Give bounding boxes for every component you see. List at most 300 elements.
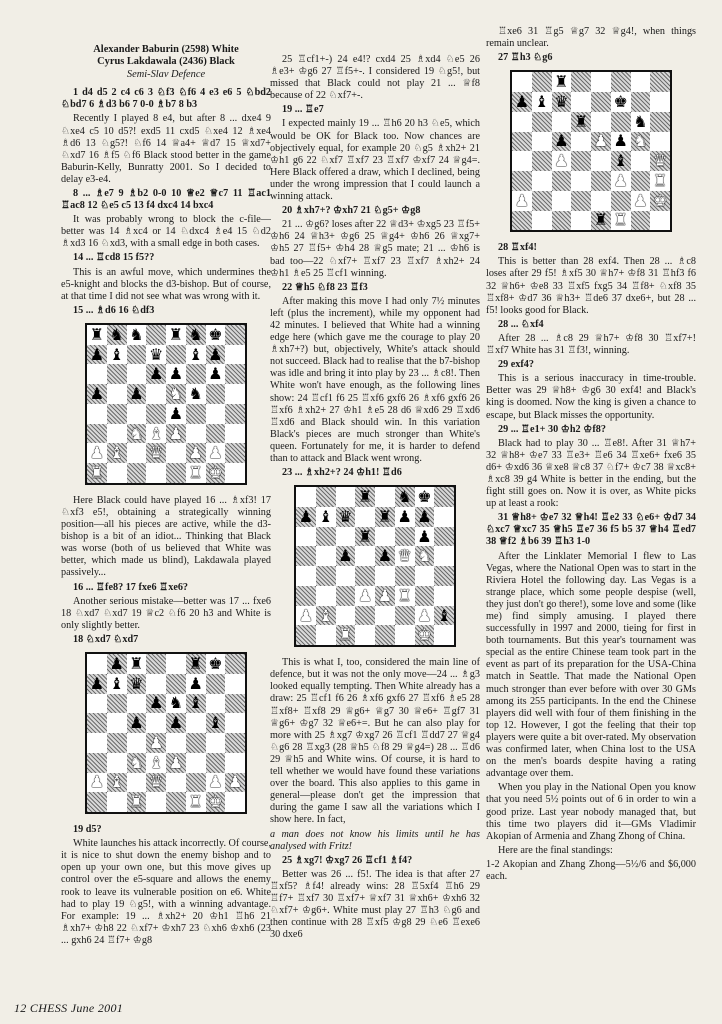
board-square bbox=[631, 211, 651, 231]
board-square bbox=[296, 566, 316, 586]
board-square bbox=[87, 694, 107, 714]
board-square bbox=[186, 733, 206, 753]
board-square bbox=[225, 404, 245, 424]
black-knight-icon: ♞ bbox=[633, 111, 648, 131]
board-square bbox=[87, 674, 107, 694]
white-knight-icon: ♞ bbox=[168, 384, 184, 404]
chess-diagram-4 bbox=[510, 70, 672, 232]
board-square bbox=[336, 527, 356, 547]
board-square bbox=[107, 424, 127, 444]
board-square bbox=[146, 404, 166, 424]
white-pawn-icon: ♟ bbox=[554, 151, 569, 171]
board-square bbox=[87, 792, 107, 812]
board-square bbox=[107, 753, 127, 773]
board-square bbox=[375, 625, 395, 645]
col1-text bbox=[61, 87, 271, 317]
commentary-paragraph: Here Black could have played 16 ... ♗xf3! 17 ♘xf3 e5!, obtaining a strategically winning position—all his pieces are active, while the d3-bishop is a bit of an idiot... Thinking that Black was worse (both of us believed that White was better, which made us blind), Lakdawala played passively... bbox=[61, 494, 271, 579]
commentary-paragraph: Black had to play 30 ... ♖e8!. After 31 ♕h7+ 32 ♕h8+ ♔e7 33 ♖e3+ ♖e6 34 ♖xe6+ fxe6 35 d6+ ♔xd6 36 ♕xe8 ♕c8 37 ♘f7+ ♔c7 38 ♕xc8+ ♗xc8 39 g4 White is better in the ending, but the fight still goes on. Now it is over, as White picks up at least a rook: bbox=[486, 437, 696, 510]
col2-text-b bbox=[270, 657, 480, 941]
board-square bbox=[375, 507, 395, 527]
black-pawn-icon: ♟ bbox=[188, 673, 203, 693]
board-square bbox=[532, 92, 552, 112]
white-rook-icon: ♜ bbox=[613, 210, 628, 230]
board-square bbox=[375, 546, 395, 566]
move-line: 28 ... ♘xf4 bbox=[498, 318, 544, 330]
board-square bbox=[206, 443, 226, 463]
board-square bbox=[532, 191, 552, 211]
board-square bbox=[395, 625, 415, 645]
black-pawn-icon: ♟ bbox=[168, 403, 184, 423]
board-square bbox=[186, 694, 206, 714]
board-square bbox=[225, 713, 245, 733]
black-bishop-icon: ♝ bbox=[318, 506, 333, 526]
black-pawn-icon: ♟ bbox=[89, 384, 105, 404]
black-queen-icon: ♛ bbox=[554, 91, 569, 111]
white-rook-icon: ♜ bbox=[188, 463, 203, 483]
black-knight-icon: ♞ bbox=[397, 487, 412, 507]
white-pawn-icon: ♟ bbox=[89, 772, 105, 792]
board-square bbox=[225, 443, 245, 463]
board-square bbox=[186, 674, 206, 694]
black-pawn-icon: ♟ bbox=[89, 344, 105, 364]
black-rook-icon: ♜ bbox=[129, 653, 144, 673]
black-pawn-icon: ♟ bbox=[377, 546, 393, 566]
board-square bbox=[107, 404, 127, 424]
white-king-icon: ♚ bbox=[208, 792, 223, 812]
black-rook-icon: ♜ bbox=[188, 653, 203, 673]
white-pawn-icon: ♟ bbox=[168, 752, 184, 772]
board-square bbox=[166, 674, 186, 694]
commentary-paragraph: I expected mainly 19 ... ♖h6 20 h3 ♘e5, which would be OK for Black too. Now chances are objectively equal, for example 20 ♘g5 ♗xh2+ 21 ♔h1 g6 22 ♘xf7 ♖xf7 23 ♖xf7 ♔xf7 24 ♕g4=. Here Black offered a draw, which I declined, being under the wrong impression that I could launch a winning attack. bbox=[270, 118, 480, 203]
black-rook-icon: ♜ bbox=[554, 72, 569, 92]
black-queen-icon: ♛ bbox=[338, 506, 353, 526]
board-square bbox=[186, 713, 206, 733]
board-square bbox=[532, 211, 552, 231]
board-square bbox=[166, 773, 186, 793]
white-pawn-icon: ♟ bbox=[208, 772, 223, 792]
board-square bbox=[127, 773, 147, 793]
board-square bbox=[186, 325, 206, 345]
move-line: 19 d5? bbox=[73, 824, 102, 836]
board-square bbox=[206, 404, 226, 424]
white-pawn-icon: ♟ bbox=[89, 443, 105, 463]
move-line: 29 ... ♖e1+ 30 ♔h2 ♔f8? bbox=[498, 423, 606, 435]
board-square bbox=[206, 463, 226, 483]
black-rook-icon: ♜ bbox=[168, 324, 184, 344]
board-square bbox=[552, 151, 572, 171]
board-square bbox=[166, 733, 186, 753]
board-square bbox=[107, 694, 127, 714]
board-square bbox=[146, 733, 166, 753]
black-rook-icon: ♜ bbox=[593, 210, 609, 230]
board-square bbox=[296, 625, 316, 645]
white-pawn-icon: ♟ bbox=[613, 170, 628, 190]
board-square bbox=[316, 507, 336, 527]
board-square bbox=[186, 345, 206, 365]
white-pawn-icon: ♟ bbox=[227, 772, 243, 792]
board-square bbox=[127, 463, 147, 483]
board-square bbox=[552, 171, 572, 191]
board-square bbox=[512, 132, 532, 152]
black-knight-icon: ♞ bbox=[129, 324, 144, 344]
board-square bbox=[316, 527, 336, 547]
chess-diagram-3 bbox=[294, 485, 456, 647]
board-square bbox=[146, 325, 166, 345]
board-square bbox=[296, 487, 316, 507]
black-bishop-icon: ♝ bbox=[436, 605, 452, 625]
board-square bbox=[206, 384, 226, 404]
white-player: Alexander Baburin (2598) White bbox=[93, 44, 239, 55]
move-line: 20 ♗xh7+? ♔xh7 21 ♘g5+ ♔g8 bbox=[282, 205, 421, 217]
board-square bbox=[225, 424, 245, 444]
board-square bbox=[127, 424, 147, 444]
move-line: 25 ♗xg7! ♔xg7 26 ♖cf1 ♗f4? bbox=[282, 854, 413, 866]
board-square bbox=[316, 586, 336, 606]
board-square bbox=[611, 191, 631, 211]
board-square bbox=[206, 345, 226, 365]
board-square bbox=[611, 132, 631, 152]
board-square bbox=[107, 384, 127, 404]
opening-name: Semi-Slav Defence bbox=[126, 68, 206, 80]
board-square bbox=[127, 364, 147, 384]
commentary-paragraph: Another serious mistake—better was 17 ... fxe6 18 ♘xd7 ♘xd7 19 ♕c2 ♘f6 20 h3 and White is only slightly better. bbox=[61, 595, 271, 631]
board-square bbox=[434, 527, 454, 547]
col3-text-b bbox=[486, 242, 696, 883]
col2-text bbox=[270, 54, 480, 479]
board-square bbox=[166, 384, 186, 404]
board-square bbox=[571, 132, 591, 152]
board-square bbox=[127, 654, 147, 674]
board-square bbox=[225, 463, 245, 483]
move-line: 28 ♖xf4! bbox=[498, 242, 537, 254]
board-square bbox=[225, 345, 245, 365]
board-square bbox=[87, 713, 107, 733]
board-square bbox=[532, 132, 552, 152]
move-line: 19 ... ♖e7 bbox=[282, 104, 324, 116]
board-square bbox=[146, 773, 166, 793]
board-square bbox=[225, 674, 245, 694]
board-square bbox=[146, 694, 166, 714]
board-square bbox=[415, 606, 435, 626]
board-square bbox=[186, 364, 206, 384]
board-square bbox=[355, 546, 375, 566]
board-square bbox=[631, 132, 651, 152]
board-square bbox=[166, 654, 186, 674]
board-square bbox=[355, 566, 375, 586]
white-queen-icon: ♛ bbox=[148, 443, 164, 463]
board-square bbox=[146, 364, 166, 384]
board-square bbox=[395, 586, 415, 606]
white-bishop-icon: ♝ bbox=[109, 772, 124, 792]
board-square bbox=[206, 773, 226, 793]
board-square bbox=[146, 654, 166, 674]
commentary-paragraph: 25 ♖cf1+-) 24 e4!? cxd4 25 ♗xd4 ♘e5 26 ♗e3+ ♔g6 27 ♖f5+-. I considered 19 ♘g5!, but missed that Black could not play 21 ... ♕f8 because of 22 ♘xf7+-. bbox=[270, 54, 480, 102]
board-square bbox=[87, 773, 107, 793]
board-square bbox=[206, 674, 226, 694]
white-pawn-icon: ♟ bbox=[377, 585, 393, 605]
white-rook-icon: ♜ bbox=[397, 585, 412, 605]
black-pawn-icon: ♟ bbox=[109, 653, 124, 673]
white-knight-icon: ♞ bbox=[129, 752, 144, 772]
board-square bbox=[146, 753, 166, 773]
board-square bbox=[87, 345, 107, 365]
board-square bbox=[166, 443, 186, 463]
board-square bbox=[532, 151, 552, 171]
board-square bbox=[571, 171, 591, 191]
board-square bbox=[571, 191, 591, 211]
board-square bbox=[146, 443, 166, 463]
board-square bbox=[571, 72, 591, 92]
board-square bbox=[107, 733, 127, 753]
board-square bbox=[336, 507, 356, 527]
board-square bbox=[225, 773, 245, 793]
black-rook-icon: ♜ bbox=[357, 526, 373, 546]
board-square bbox=[87, 424, 107, 444]
board-square bbox=[591, 211, 611, 231]
board-square bbox=[127, 753, 147, 773]
board-square bbox=[650, 132, 670, 152]
white-king-icon: ♚ bbox=[652, 190, 668, 210]
board-square bbox=[571, 151, 591, 171]
board-square bbox=[375, 487, 395, 507]
commentary-paragraph: ♖xe6 31 ♖g5 ♕g7 32 ♕g4!, when things remain unclear. bbox=[486, 26, 696, 50]
board-square bbox=[225, 792, 245, 812]
board-square bbox=[107, 463, 127, 483]
board-square bbox=[127, 404, 147, 424]
white-king-icon: ♚ bbox=[417, 625, 432, 645]
white-pawn-icon: ♟ bbox=[188, 443, 203, 463]
white-pawn-icon: ♟ bbox=[208, 443, 223, 463]
board-square bbox=[166, 364, 186, 384]
black-pawn-icon: ♟ bbox=[613, 131, 628, 151]
game-header bbox=[61, 44, 271, 81]
board-square bbox=[206, 753, 226, 773]
column-1 bbox=[61, 44, 271, 949]
board-square bbox=[355, 527, 375, 547]
black-bishop-icon: ♝ bbox=[613, 151, 628, 171]
white-knight-icon: ♞ bbox=[633, 131, 648, 151]
board-square bbox=[127, 674, 147, 694]
black-knight-icon: ♞ bbox=[168, 693, 184, 713]
board-square bbox=[415, 527, 435, 547]
black-bishop-icon: ♝ bbox=[208, 713, 223, 733]
board-square bbox=[552, 72, 572, 92]
white-bishop-icon: ♝ bbox=[318, 605, 333, 625]
board-square bbox=[591, 112, 611, 132]
white-bishop-icon: ♝ bbox=[109, 443, 124, 463]
board-square bbox=[611, 171, 631, 191]
commentary-paragraph: After 28 ... ♗c8 29 ♕h7+ ♔f8 30 ♖xf7+! ♖xf7 White has 31 ♖f3!, winning. bbox=[486, 332, 696, 357]
black-pawn-icon: ♟ bbox=[129, 384, 144, 404]
board-square bbox=[127, 733, 147, 753]
board-square bbox=[206, 654, 226, 674]
white-knight-icon: ♞ bbox=[417, 546, 432, 566]
board-square bbox=[166, 463, 186, 483]
black-king-icon: ♚ bbox=[613, 91, 628, 111]
board-square bbox=[127, 713, 147, 733]
board-square bbox=[316, 487, 336, 507]
board-square bbox=[107, 325, 127, 345]
board-square bbox=[650, 72, 670, 92]
black-rook-icon: ♜ bbox=[89, 324, 105, 344]
board-square bbox=[591, 132, 611, 152]
board-square bbox=[186, 773, 206, 793]
board-square bbox=[375, 606, 395, 626]
white-rook-icon: ♜ bbox=[188, 792, 203, 812]
board-square bbox=[355, 625, 375, 645]
board-square bbox=[512, 151, 532, 171]
board-square bbox=[395, 546, 415, 566]
commentary-paragraph: This is better than 28 exf4. Then 28 ... ♗c8 loses after 29 f5! ♗xf5 30 ♕h7+ ♔f8 31 ♖hf3 f6 32 ♕h6+ ♔e8 33 ♖xf5 fxg5 34 ♖f8+ ♘xf8 35 ♖xf8+ ♔d7 36 ♕h3+ ♖de6 37 dxe6+, but 28 ... f5! looks good for Black. bbox=[486, 256, 696, 316]
board-square bbox=[166, 753, 186, 773]
board-square bbox=[375, 527, 395, 547]
board-square bbox=[225, 364, 245, 384]
board-square bbox=[296, 546, 316, 566]
move-line: 1 d4 d5 2 c4 c6 3 ♘f3 ♘f6 4 e3 e6 5 ♘bd2 ♘bd7 6 ♗d3 b6 7 0-0 ♗b7 8 b3 bbox=[61, 87, 271, 111]
white-pawn-icon: ♟ bbox=[357, 585, 373, 605]
board-square bbox=[336, 487, 356, 507]
board-square bbox=[434, 566, 454, 586]
board-square bbox=[316, 566, 336, 586]
board-square bbox=[571, 92, 591, 112]
black-queen-icon: ♛ bbox=[148, 344, 164, 364]
black-bishop-icon: ♝ bbox=[109, 673, 124, 693]
board-square bbox=[650, 92, 670, 112]
commentary-paragraph: This is a serious inaccuracy in time-trouble. Better was 29 ♕h8+ ♔g6 30 exf4! and Black's king is doomed. Now the king is given a chance to escape, but Black misses the opportunity. bbox=[486, 373, 696, 421]
board-square bbox=[631, 191, 651, 211]
board-square bbox=[591, 191, 611, 211]
board-square bbox=[87, 384, 107, 404]
board-square bbox=[127, 694, 147, 714]
board-square bbox=[296, 606, 316, 626]
black-rook-icon: ♜ bbox=[357, 487, 373, 507]
board-square bbox=[166, 345, 186, 365]
black-pawn-icon: ♟ bbox=[208, 344, 223, 364]
board-square bbox=[296, 586, 316, 606]
board-square bbox=[87, 733, 107, 753]
board-square bbox=[146, 424, 166, 444]
board-square bbox=[206, 325, 226, 345]
white-knight-icon: ♞ bbox=[129, 423, 144, 443]
black-pawn-icon: ♟ bbox=[397, 506, 412, 526]
board-square bbox=[631, 72, 651, 92]
board-square bbox=[552, 132, 572, 152]
board-square bbox=[591, 92, 611, 112]
black-knight-icon: ♞ bbox=[188, 324, 203, 344]
board-square bbox=[206, 694, 226, 714]
board-square bbox=[146, 384, 166, 404]
board-square bbox=[650, 191, 670, 211]
white-queen-icon: ♛ bbox=[397, 546, 412, 566]
board-square bbox=[225, 694, 245, 714]
move-line: 22 ♕h5 ♘f8 23 ♖f3 bbox=[282, 281, 368, 293]
white-bishop-icon: ♝ bbox=[148, 752, 164, 772]
move-line: 14 ... ♖cd8 15 f5?? bbox=[73, 252, 155, 264]
board-square bbox=[107, 773, 127, 793]
black-pawn-icon: ♟ bbox=[129, 713, 144, 733]
white-rook-icon: ♜ bbox=[89, 463, 105, 483]
board-square bbox=[107, 674, 127, 694]
board-square bbox=[166, 424, 186, 444]
board-square bbox=[87, 325, 107, 345]
board-square bbox=[611, 211, 631, 231]
board-square bbox=[512, 92, 532, 112]
chess-diagram-2 bbox=[85, 652, 247, 814]
board-square bbox=[434, 625, 454, 645]
board-square bbox=[591, 171, 611, 191]
black-pawn-icon: ♟ bbox=[514, 91, 530, 111]
commentary-paragraph: This is an awful move, which undermines the e5-knight and blocks the d3-bishop. But of course, at that time I did not see what was wrong with it. bbox=[61, 266, 271, 302]
board-square bbox=[650, 211, 670, 231]
column-3 bbox=[486, 26, 696, 885]
board-square bbox=[631, 92, 651, 112]
white-pawn-icon: ♟ bbox=[514, 190, 530, 210]
board-square bbox=[611, 92, 631, 112]
standings-line: 1-2 Akopian and Zhang Zhong—5½/6 and $6,000 each. bbox=[486, 858, 696, 882]
commentary-paragraph: Recently I played 8 e4, but after 8 ... dxe4 9 ♘xe4 c5 10 d5?! exd5 11 cxd5 ♘xe4 12 ♗xe4 ♗d6 13 ♘g5?! ♘f6 14 ♕a4+ ♕d7 15 ♕xd7+ ♘xd7 16 ♗f5 ♘f6 Black stood better in the game Baburin-Kelly, Bunratty 2001. So I decided to delay e3-e4. bbox=[61, 113, 271, 185]
board-square bbox=[206, 792, 226, 812]
board-square bbox=[146, 345, 166, 365]
board-square bbox=[434, 606, 454, 626]
board-square bbox=[87, 364, 107, 384]
black-king-icon: ♚ bbox=[208, 653, 223, 673]
board-square bbox=[107, 364, 127, 384]
board-square bbox=[186, 792, 206, 812]
board-square bbox=[296, 527, 316, 547]
move-line: 29 exf4? bbox=[498, 359, 534, 371]
board-square bbox=[206, 364, 226, 384]
move-line: 23 ... ♗xh2+? 24 ♔h1! ♖d6 bbox=[282, 467, 402, 479]
board-square bbox=[415, 487, 435, 507]
board-square bbox=[127, 792, 147, 812]
black-rook-icon: ♜ bbox=[573, 111, 589, 131]
white-queen-icon: ♛ bbox=[652, 151, 668, 171]
black-knight-icon: ♞ bbox=[109, 324, 124, 344]
white-rook-icon: ♜ bbox=[652, 170, 668, 190]
board-square bbox=[186, 753, 206, 773]
board-square bbox=[316, 606, 336, 626]
black-queen-icon: ♛ bbox=[129, 673, 144, 693]
commentary-paragraph: It was probably wrong to block the c-file—better was 14 ♗xc4 or 14 ♘dxc4 ♗e4 15 ♘d2 ♗xd3 16 ♘xd3, with a small edge in both cases. bbox=[61, 214, 271, 250]
board-square bbox=[395, 566, 415, 586]
board-square bbox=[316, 546, 336, 566]
board-square bbox=[434, 487, 454, 507]
board-square bbox=[415, 625, 435, 645]
board-square bbox=[571, 112, 591, 132]
board-square bbox=[650, 171, 670, 191]
white-pawn-icon: ♟ bbox=[298, 605, 314, 625]
board-square bbox=[87, 443, 107, 463]
board-square bbox=[552, 211, 572, 231]
board-square bbox=[395, 527, 415, 547]
board-square bbox=[415, 586, 435, 606]
board-square bbox=[296, 507, 316, 527]
board-square bbox=[225, 733, 245, 753]
board-square bbox=[375, 586, 395, 606]
commentary-paragraph: This is what I, too, considered the main line of defence, but it was not the only move—24 ... ♗g3 looked equally tempting. Then White already has a draw: 25 ♖cf1 f6 26 ♗xf6 gxf6 27 ♖xf6 ♗e5 28 ♖xf8+ ♖xf8 29 ♕g6+ ♕g7 30 ♕e6+ ♖gf7 31 ♕g6+ ♔g7 32 ♕e6+=. But he can also play for more with 25 ♗xg7 ♔xg7 26 ♖cf1 ♖dd7 27 ♕g4 ♘g6 28 ♖xg3 (28 ♕h5 ♘f8 29 ♕g4=) 28 ... ♖d6 29 ♕h5 and White wins. Of course, it is hard to tell whether we would have found these variations over the board. This also applies to this game in general—please don't get the impression that during the game I saw all the variations which I show here. In fact, bbox=[270, 657, 480, 826]
black-bishop-icon: ♝ bbox=[534, 91, 549, 111]
white-king-icon: ♚ bbox=[208, 463, 223, 483]
board-square bbox=[206, 713, 226, 733]
board-square bbox=[415, 507, 435, 527]
board-square bbox=[127, 384, 147, 404]
board-square bbox=[552, 112, 572, 132]
col1-text-c bbox=[61, 824, 271, 947]
board-square bbox=[650, 151, 670, 171]
board-square bbox=[631, 151, 651, 171]
board-square bbox=[316, 625, 336, 645]
board-square bbox=[336, 606, 356, 626]
